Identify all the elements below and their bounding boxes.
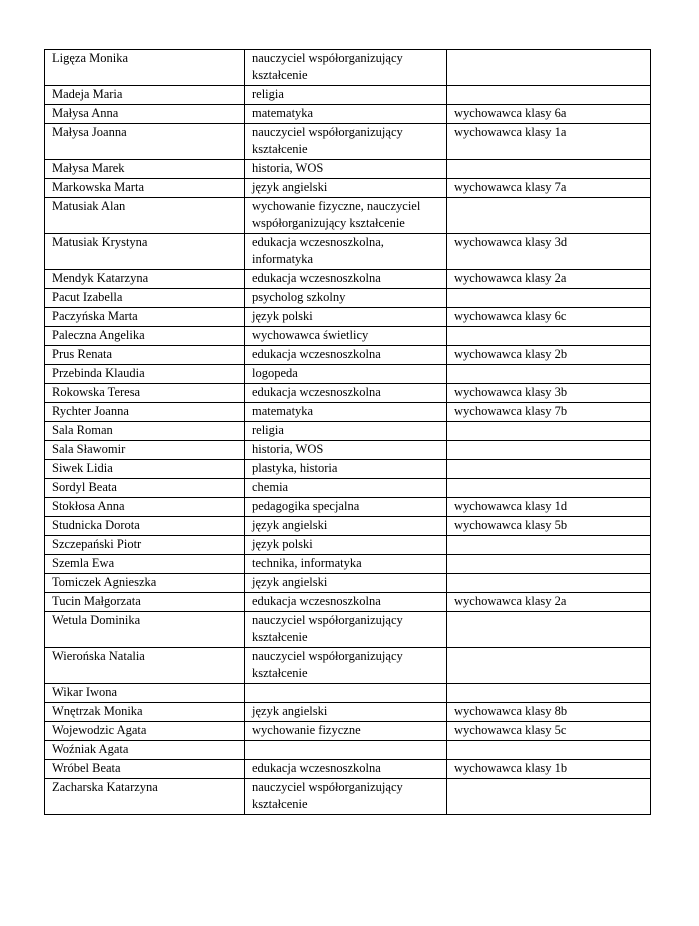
subject-cell: chemia bbox=[245, 479, 447, 498]
teacher-table bbox=[44, 49, 651, 815]
teacher-name-cell: Paleczna Angelika bbox=[45, 327, 245, 346]
subject-cell: religia bbox=[245, 422, 447, 441]
role-cell bbox=[447, 555, 651, 574]
subject-cell: język angielski bbox=[245, 517, 447, 536]
table-row bbox=[45, 86, 651, 105]
role-cell: wychowawca klasy 5b bbox=[447, 517, 651, 536]
role-cell: wychowawca klasy 2a bbox=[447, 270, 651, 289]
table-row bbox=[45, 198, 651, 234]
subject-cell: język polski bbox=[245, 536, 447, 555]
subject-cell: technika, informatyka bbox=[245, 555, 447, 574]
role-cell bbox=[447, 198, 651, 234]
subject-cell: religia bbox=[245, 86, 447, 105]
teacher-name-cell: Mendyk Katarzyna bbox=[45, 270, 245, 289]
subject-cell: pedagogika specjalna bbox=[245, 498, 447, 517]
teacher-name-cell: Sala Sławomir bbox=[45, 441, 245, 460]
role-cell bbox=[447, 574, 651, 593]
teacher-name-cell: Szemla Ewa bbox=[45, 555, 245, 574]
subject-cell: matematyka bbox=[245, 403, 447, 422]
table-row bbox=[45, 289, 651, 308]
subject-cell: język angielski bbox=[245, 574, 447, 593]
role-cell: wychowawca klasy 2b bbox=[447, 346, 651, 365]
teacher-name-cell: Matusiak Alan bbox=[45, 198, 245, 234]
role-cell bbox=[447, 648, 651, 684]
teacher-name-cell: Wikar Iwona bbox=[45, 684, 245, 703]
table-row bbox=[45, 555, 651, 574]
role-cell: wychowawca klasy 7a bbox=[447, 179, 651, 198]
role-cell bbox=[447, 50, 651, 86]
teacher-name-cell: Przebinda Klaudia bbox=[45, 365, 245, 384]
table-row bbox=[45, 441, 651, 460]
subject-cell: wychowanie fizyczne, nauczyciel współorganizujący kształcenie bbox=[245, 198, 447, 234]
table-row bbox=[45, 536, 651, 555]
role-cell: wychowawca klasy 1d bbox=[447, 498, 651, 517]
role-cell: wychowawca klasy 6a bbox=[447, 105, 651, 124]
teacher-name-cell: Studnicka Dorota bbox=[45, 517, 245, 536]
teacher-name-cell: Wetula Dominika bbox=[45, 612, 245, 648]
teacher-name-cell: Pacut Izabella bbox=[45, 289, 245, 308]
table-row bbox=[45, 403, 651, 422]
table-row bbox=[45, 270, 651, 289]
role-cell: wychowawca klasy 8b bbox=[447, 703, 651, 722]
subject-cell: wychowawca świetlicy bbox=[245, 327, 447, 346]
subject-cell: edukacja wczesnoszkolna bbox=[245, 346, 447, 365]
teacher-name-cell: Stokłosa Anna bbox=[45, 498, 245, 517]
table-row bbox=[45, 593, 651, 612]
teacher-name-cell: Matusiak Krystyna bbox=[45, 234, 245, 270]
teacher-name-cell: Zacharska Katarzyna bbox=[45, 779, 245, 815]
teacher-name-cell: Małysa Anna bbox=[45, 105, 245, 124]
role-cell bbox=[447, 536, 651, 555]
role-cell: wychowawca klasy 6c bbox=[447, 308, 651, 327]
table-row bbox=[45, 160, 651, 179]
table-row bbox=[45, 179, 651, 198]
table-row bbox=[45, 327, 651, 346]
role-cell bbox=[447, 86, 651, 105]
role-cell: wychowawca klasy 3b bbox=[447, 384, 651, 403]
subject-cell: nauczyciel współorganizujący kształcenie bbox=[245, 124, 447, 160]
subject-cell: edukacja wczesnoszkolna, informatyka bbox=[245, 234, 447, 270]
subject-cell: historia, WOS bbox=[245, 441, 447, 460]
teacher-name-cell: Wróbel Beata bbox=[45, 760, 245, 779]
teacher-name-cell: Tucin Małgorzata bbox=[45, 593, 245, 612]
role-cell bbox=[447, 612, 651, 648]
teacher-name-cell: Rokowska Teresa bbox=[45, 384, 245, 403]
subject-cell: psycholog szkolny bbox=[245, 289, 447, 308]
role-cell bbox=[447, 289, 651, 308]
teacher-name-cell: Tomiczek Agnieszka bbox=[45, 574, 245, 593]
subject-cell: język polski bbox=[245, 308, 447, 327]
subject-cell bbox=[245, 741, 447, 760]
subject-cell: nauczyciel współorganizujący kształcenie bbox=[245, 612, 447, 648]
subject-cell bbox=[245, 684, 447, 703]
role-cell bbox=[447, 779, 651, 815]
table-row bbox=[45, 124, 651, 160]
table-row bbox=[45, 612, 651, 648]
table-row bbox=[45, 50, 651, 86]
role-cell: wychowawca klasy 1b bbox=[447, 760, 651, 779]
table-row bbox=[45, 722, 651, 741]
role-cell bbox=[447, 460, 651, 479]
role-cell bbox=[447, 365, 651, 384]
subject-cell: edukacja wczesnoszkolna bbox=[245, 270, 447, 289]
teacher-name-cell: Prus Renata bbox=[45, 346, 245, 365]
role-cell: wychowawca klasy 3d bbox=[447, 234, 651, 270]
subject-cell: wychowanie fizyczne bbox=[245, 722, 447, 741]
teacher-name-cell: Siwek Lidia bbox=[45, 460, 245, 479]
subject-cell: edukacja wczesnoszkolna bbox=[245, 384, 447, 403]
teacher-name-cell: Madeja Maria bbox=[45, 86, 245, 105]
role-cell: wychowawca klasy 1a bbox=[447, 124, 651, 160]
role-cell bbox=[447, 479, 651, 498]
role-cell: wychowawca klasy 2a bbox=[447, 593, 651, 612]
teacher-name-cell: Małysa Marek bbox=[45, 160, 245, 179]
subject-cell: nauczyciel współorganizujący kształcenie bbox=[245, 50, 447, 86]
table-row bbox=[45, 779, 651, 815]
teacher-name-cell: Sala Roman bbox=[45, 422, 245, 441]
role-cell bbox=[447, 327, 651, 346]
role-cell bbox=[447, 422, 651, 441]
role-cell: wychowawca klasy 7b bbox=[447, 403, 651, 422]
teacher-name-cell: Rychter Joanna bbox=[45, 403, 245, 422]
table-row bbox=[45, 760, 651, 779]
subject-cell: nauczyciel współorganizujący kształcenie bbox=[245, 648, 447, 684]
table-row bbox=[45, 365, 651, 384]
subject-cell: edukacja wczesnoszkolna bbox=[245, 760, 447, 779]
teacher-name-cell: Paczyńska Marta bbox=[45, 308, 245, 327]
teacher-table-body bbox=[45, 50, 651, 815]
role-cell: wychowawca klasy 5c bbox=[447, 722, 651, 741]
subject-cell: język angielski bbox=[245, 703, 447, 722]
table-row bbox=[45, 498, 651, 517]
teacher-name-cell: Markowska Marta bbox=[45, 179, 245, 198]
teacher-name-cell: Małysa Joanna bbox=[45, 124, 245, 160]
table-row bbox=[45, 234, 651, 270]
subject-cell: nauczyciel współorganizujący kształcenie bbox=[245, 779, 447, 815]
subject-cell: matematyka bbox=[245, 105, 447, 124]
teacher-name-cell: Ligęza Monika bbox=[45, 50, 245, 86]
role-cell bbox=[447, 684, 651, 703]
teacher-name-cell: Wnętrzak Monika bbox=[45, 703, 245, 722]
teacher-name-cell: Woźniak Agata bbox=[45, 741, 245, 760]
teacher-name-cell: Wierońska Natalia bbox=[45, 648, 245, 684]
teacher-name-cell: Sordyl Beata bbox=[45, 479, 245, 498]
table-row bbox=[45, 422, 651, 441]
table-row bbox=[45, 346, 651, 365]
teacher-name-cell: Szczepański Piotr bbox=[45, 536, 245, 555]
table-row bbox=[45, 460, 651, 479]
role-cell bbox=[447, 441, 651, 460]
role-cell bbox=[447, 741, 651, 760]
subject-cell: historia, WOS bbox=[245, 160, 447, 179]
table-row bbox=[45, 517, 651, 536]
table-row bbox=[45, 384, 651, 403]
role-cell bbox=[447, 160, 651, 179]
table-row bbox=[45, 703, 651, 722]
table-row bbox=[45, 741, 651, 760]
subject-cell: język angielski bbox=[245, 179, 447, 198]
table-row bbox=[45, 105, 651, 124]
teacher-name-cell: Wojewodzic Agata bbox=[45, 722, 245, 741]
table-row bbox=[45, 479, 651, 498]
table-row bbox=[45, 648, 651, 684]
subject-cell: edukacja wczesnoszkolna bbox=[245, 593, 447, 612]
table-row bbox=[45, 308, 651, 327]
table-row bbox=[45, 684, 651, 703]
table-row bbox=[45, 574, 651, 593]
subject-cell: logopeda bbox=[245, 365, 447, 384]
subject-cell: plastyka, historia bbox=[245, 460, 447, 479]
